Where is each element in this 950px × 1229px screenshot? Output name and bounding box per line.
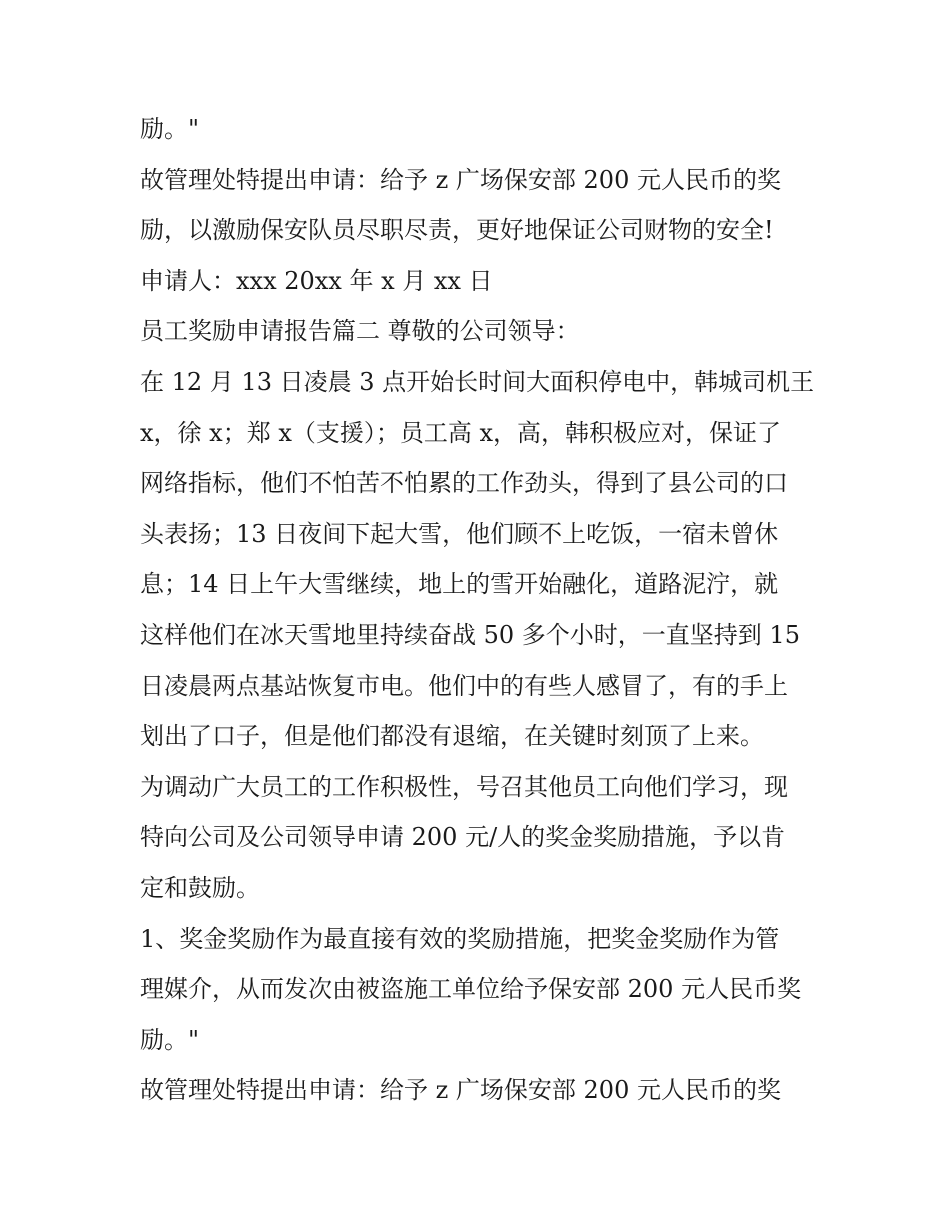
text-line: 励。": [140, 115, 200, 143]
text-line: 网络指标，他们不怕苦不怕累的工作劲头，得到了县公司的口: [140, 469, 788, 498]
text-line: x，徐 x；郑 x（支援）；员工高 x，高，韩积极应对，保证了: [140, 418, 782, 447]
text-line: 为调动广大员工的工作积极性，号召其他员工向他们学习，现: [140, 772, 788, 801]
text-line: 申请人：xxx 20xx 年 x 月 xx 日: [140, 266, 493, 295]
text-line: 1、奖金奖励作为最直接有效的奖励措施，把奖金奖励作为管: [140, 924, 780, 953]
text-line: 在 12 月 13 日凌晨 3 点开始长时间大面积停电中，韩城司机王: [140, 367, 815, 396]
text-line: 励，以激励保安队员尽职尽责，更好地保证公司财物的安全!: [140, 216, 774, 245]
text-line: 划出了口子，但是他们都没有退缩，在关键时刻顶了上来。: [140, 722, 764, 751]
text-line: 日凌晨两点基站恢复市电。他们中的有些人感冒了，有的手上: [140, 671, 788, 700]
text-line: 理媒介，从而发次由被盗施工单位给予保安部 200 元人民币奖: [140, 975, 802, 1004]
text-line: 息；14 日上午大雪继续，地上的雪开始融化，道路泥泞，就: [140, 570, 779, 599]
text-line: 头表扬；13 日夜间下起大雪，他们顾不上吃饭，一宿未曾休: [140, 519, 779, 548]
text-line: 故管理处特提出申请：给予 z 广场保安部 200 元人民币的奖: [140, 1076, 781, 1105]
text-line: 励。": [140, 1025, 200, 1054]
text-line: 这样他们在冰天雪地里持续奋战 50 多个小时，一直坚持到 15: [140, 620, 800, 649]
text-line: 特向公司及公司领导申请 200 元/人的奖金奖励措施，予以肯: [140, 823, 786, 852]
text-line: 定和鼓励。: [140, 873, 260, 902]
text-line: 员工奖励申请报告篇二 尊敬的公司领导：: [140, 317, 580, 346]
document-body: [140, 104, 820, 1116]
text-line: 故管理处特提出申请：给予 z 广场保安部 200 元人民币的奖: [140, 165, 781, 194]
